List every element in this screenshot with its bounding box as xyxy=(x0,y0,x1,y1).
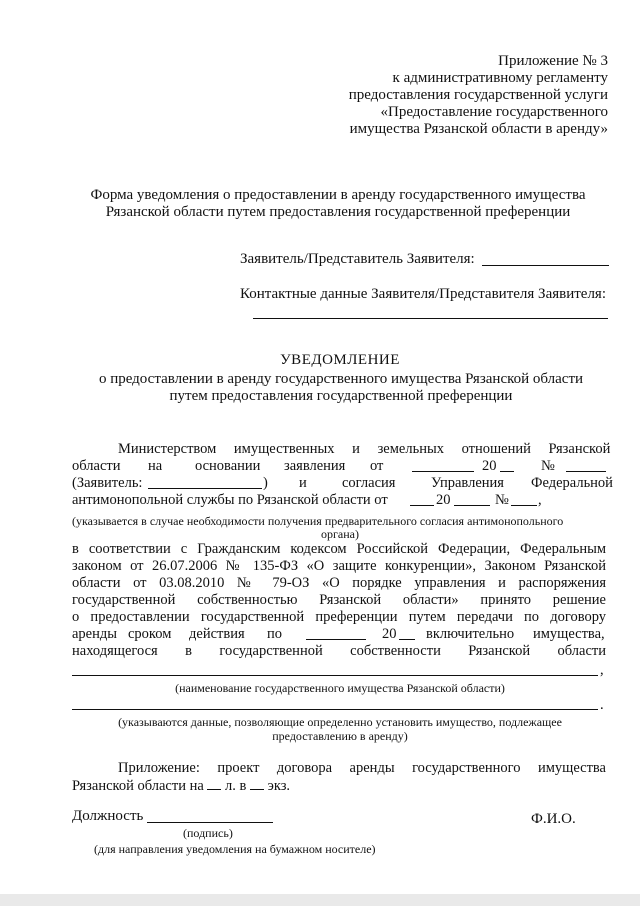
body-text: 20 xyxy=(482,458,497,474)
body-text: (Заявитель: xyxy=(72,475,143,491)
appendix-line-4: «Предоставление государственного xyxy=(380,104,608,120)
body-text: , xyxy=(538,492,542,508)
body-text: области xyxy=(72,458,121,474)
body-text: 20 xyxy=(382,626,397,642)
lease-end-year-blank[interactable] xyxy=(399,639,415,640)
property-comma: , xyxy=(600,662,604,678)
body-line-3 xyxy=(531,475,613,492)
body-line-2 xyxy=(284,458,345,475)
body-text: № xyxy=(541,458,555,474)
signature-note: (подпись) xyxy=(183,826,233,840)
scan-bottom-edge xyxy=(0,894,640,906)
body-line-4 xyxy=(495,492,509,509)
body-text: антимонопольной службы по Рязанской области от xyxy=(72,492,388,508)
body-line-6: законом от 26.07.2006 № 135-ФЗ «О защите конкуренции», Законом Рязанской xyxy=(72,558,606,574)
body-text: аренды xyxy=(72,626,118,642)
body-text: действия xyxy=(189,626,245,642)
property-details-blank[interactable] xyxy=(72,709,598,710)
body-line-2 xyxy=(370,458,383,475)
body-line-10 xyxy=(382,626,397,643)
body-text: сроком xyxy=(128,626,172,642)
appendix-line-2: к административному регламенту xyxy=(392,70,608,86)
form-title-line-2: Рязанской области путем предоставления государственной преференции xyxy=(105,204,571,220)
body-line-4 xyxy=(436,492,451,509)
body-line-2 xyxy=(482,458,497,475)
fio-label: Ф.И.О. xyxy=(531,811,576,827)
body-text: Министерством имущественных и земельных отношений Рязанской xyxy=(118,441,611,457)
body-text: включительно xyxy=(426,626,515,642)
notice-subtitle-1: о предоставлении в аренду государственного имущества Рязанской области xyxy=(98,371,584,387)
notice-subtitle-2: путем предоставления государственной преференции xyxy=(169,388,513,404)
body-line-10 xyxy=(533,626,605,643)
notice-heading: УВЕДОМЛЕНИЕ xyxy=(280,352,400,368)
contacts-blank[interactable] xyxy=(253,318,608,319)
body-text: л. в xyxy=(225,778,247,794)
body-line-2 xyxy=(541,458,555,475)
consent-year-blank[interactable] xyxy=(454,505,490,506)
property-dot: . xyxy=(600,697,604,713)
body-line-9: о предоставлении государственной преференции путем передачи по договору xyxy=(72,609,606,625)
body-text: Федеральной xyxy=(531,475,613,491)
contacts-label: Контактные данные Заявителя/Представителя Заявителя: xyxy=(240,286,606,302)
copies-count-blank[interactable] xyxy=(250,777,264,790)
form-title-line-1: Форма уведомления о предоставлении в аренду государственного имущества xyxy=(90,187,586,203)
body-text: заявления xyxy=(284,458,346,474)
body-text: имущества, xyxy=(533,626,605,642)
appendix-line-3: предоставления государственной услуги xyxy=(348,87,608,103)
applicant-label: Заявитель/Представитель Заявителя: xyxy=(240,251,475,267)
signature-blank[interactable] xyxy=(147,822,273,823)
body-line-2 xyxy=(148,458,162,475)
body-text: основании xyxy=(195,458,261,474)
body-line-10 xyxy=(426,626,514,643)
body-line-1 xyxy=(118,441,610,458)
application-year-blank[interactable] xyxy=(500,471,514,472)
body-line-10 xyxy=(267,626,282,643)
lease-end-date-blank[interactable] xyxy=(306,639,366,640)
attachment-line-1: Приложение: проект договора аренды государственного имущества xyxy=(118,760,606,776)
body-text: от xyxy=(370,458,384,474)
body-line-3 xyxy=(299,475,307,492)
note-property-name: (наименование государственного имущества Рязанской области) xyxy=(175,681,505,695)
note-antimonopoly-1: (указывается в случае необходимости получения предварительного согласия антимонопольного xyxy=(72,514,564,528)
note-antimonopoly-2: органа) xyxy=(321,527,359,541)
applicant-name-blank[interactable] xyxy=(148,488,262,489)
body-line-10 xyxy=(189,626,245,643)
note-property-details-1: (указываются данные, позволяющие определенно установить имущество, подлежащее xyxy=(118,715,562,729)
body-line-10 xyxy=(72,626,117,643)
application-number-blank[interactable] xyxy=(566,471,606,472)
consent-date-blank[interactable] xyxy=(410,505,434,506)
attachment-line-2 xyxy=(72,777,290,795)
sheets-count-blank[interactable] xyxy=(207,777,221,790)
body-line-3 xyxy=(342,475,395,492)
body-text: и xyxy=(299,475,307,491)
body-line-4 xyxy=(538,492,542,509)
body-line-3 xyxy=(263,475,268,492)
body-text: на xyxy=(148,458,163,474)
body-line-4 xyxy=(72,492,388,509)
consent-number-blank[interactable] xyxy=(511,505,537,506)
body-text: Рязанской области на xyxy=(72,778,204,794)
applicant-blank[interactable] xyxy=(482,265,609,266)
position-label: Должность xyxy=(72,808,144,824)
body-line-5: в соответствии с Гражданским кодексом Российской Федерации, Федеральным xyxy=(72,541,606,557)
note-property-details-2: предоставлению в аренду) xyxy=(272,729,408,743)
body-text: по xyxy=(267,626,283,642)
appendix-line-5: имущества Рязанской области в аренду» xyxy=(349,121,608,137)
appendix-line-1: Приложение № 3 xyxy=(498,53,608,69)
body-line-2 xyxy=(195,458,260,475)
body-text: согласия xyxy=(342,475,396,491)
body-text: Управления xyxy=(431,475,504,491)
application-date-blank[interactable] xyxy=(412,471,474,472)
body-text: ) xyxy=(263,475,268,491)
body-text: экз. xyxy=(267,778,291,794)
body-line-3 xyxy=(431,475,504,492)
body-line-2 xyxy=(72,458,120,475)
paper-note: (для направления уведомления на бумажном носителе) xyxy=(94,842,376,856)
body-line-7: области от 03.08.2010 № 79-ОЗ «О порядке управления и распоряжения xyxy=(72,575,606,591)
body-text: № xyxy=(495,492,509,508)
body-line-8: государственной собственностью Рязанской области» принято решение xyxy=(72,592,606,608)
body-line-3 xyxy=(72,475,142,492)
body-line-11: находящегося в государственной собственности Рязанской области xyxy=(72,643,606,659)
body-line-10 xyxy=(128,626,171,643)
property-name-blank[interactable] xyxy=(72,675,598,676)
body-text: 20 xyxy=(436,492,451,508)
